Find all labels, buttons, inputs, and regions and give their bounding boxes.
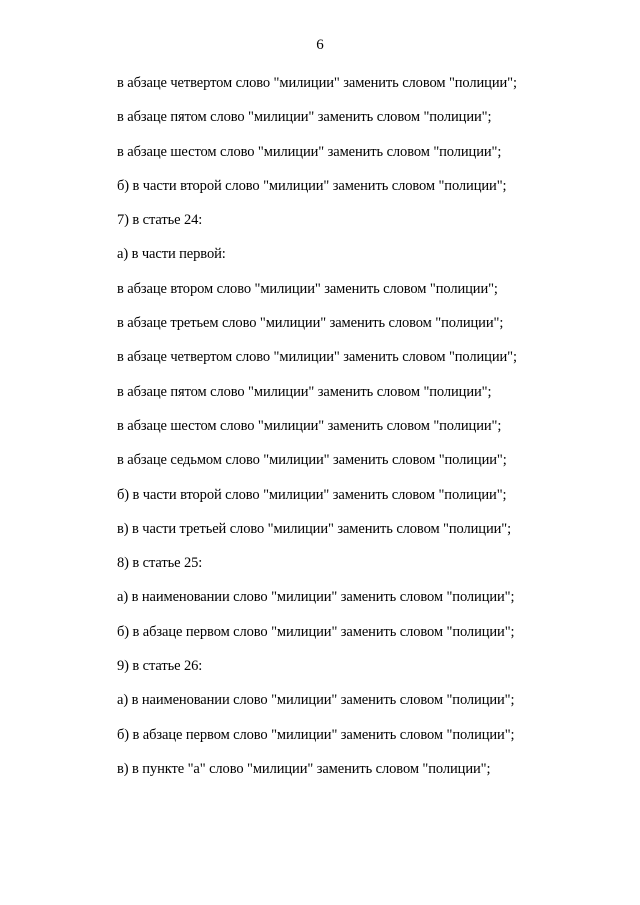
text-line: а) в наименовании слово "милиции" заменить словом "полиции"; bbox=[117, 589, 515, 606]
page-number: 6 bbox=[316, 37, 324, 53]
text-line: в) в части третьей слово "милиции" заменить словом "полиции"; bbox=[117, 520, 512, 537]
text-line: а) в части первой: bbox=[117, 246, 226, 263]
text-line: 7) в статье 24: bbox=[117, 212, 203, 229]
text-line: в абзаце четвертом слово "милиции" заменить словом "полиции"; bbox=[117, 75, 517, 91]
text-line: б) в абзаце первом слово "милиции" заменить словом "полиции"; bbox=[117, 623, 515, 640]
text-line: в абзаце третьем слово "милиции" заменить словом "полиции"; bbox=[117, 315, 504, 332]
text-line: в абзаце четвертом слово "милиции" заменить словом "полиции"; bbox=[117, 349, 517, 366]
text-line: б) в части второй слово "милиции" заменить словом "полиции"; bbox=[117, 486, 507, 503]
text-line: в абзаце пятом слово "милиции" заменить словом "полиции"; bbox=[117, 109, 492, 126]
text-line: 9) в статье 26: bbox=[117, 658, 203, 675]
text-line: б) в части второй слово "милиции" заменить словом "полиции"; bbox=[117, 177, 507, 194]
text-line: в абзаце пятом слово "милиции" заменить словом "полиции"; bbox=[117, 383, 492, 400]
document-body bbox=[117, 73, 617, 793]
text-line: в абзаце шестом слово "милиции" заменить словом "полиции"; bbox=[117, 417, 502, 434]
text-line: в абзаце седьмом слово "милиции" заменить словом "полиции"; bbox=[117, 452, 507, 469]
text-line: в абзаце шестом слово "милиции" заменить словом "полиции"; bbox=[117, 143, 502, 160]
text-line: б) в абзаце первом слово "милиции" заменить словом "полиции"; bbox=[117, 726, 515, 743]
text-line: в) в пункте "а" слово "милиции" заменить словом "полиции"; bbox=[117, 760, 491, 777]
text-line: в абзаце втором слово "милиции" заменить словом "полиции"; bbox=[117, 280, 498, 297]
text-line: а) в наименовании слово "милиции" заменить словом "полиции"; bbox=[117, 692, 515, 709]
text-line: 8) в статье 25: bbox=[117, 555, 203, 572]
